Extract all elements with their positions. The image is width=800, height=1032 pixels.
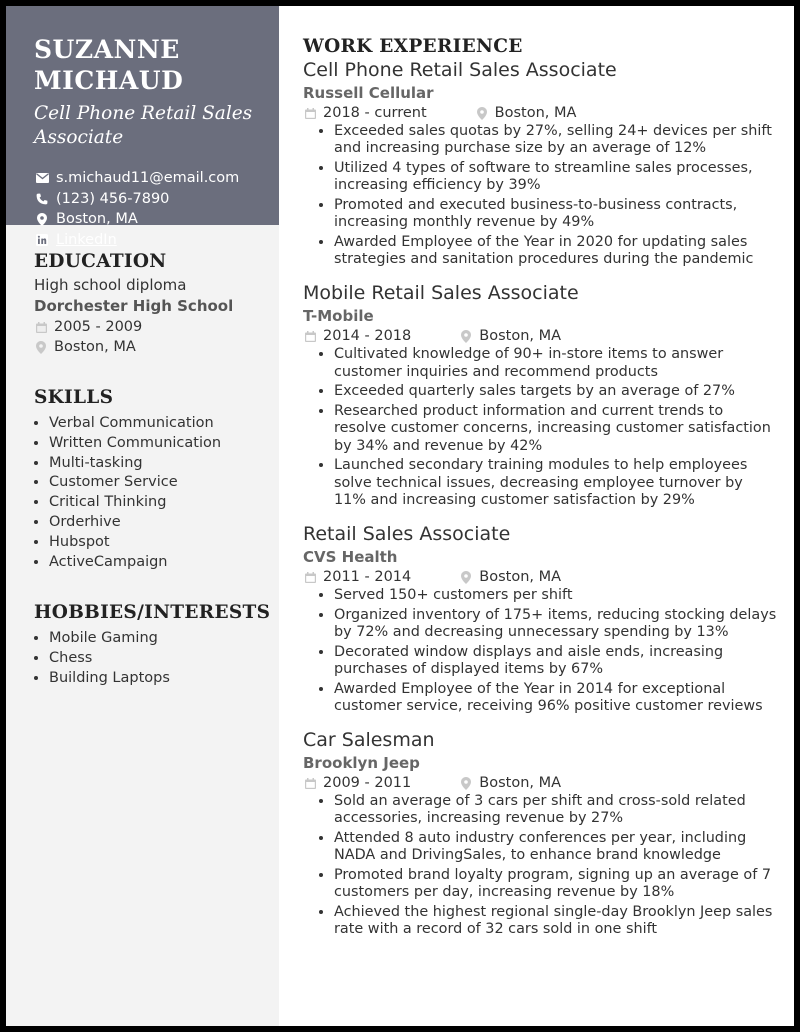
hobby-item: • Building Laptops	[49, 669, 261, 689]
job-meta	[303, 103, 778, 123]
job-role: Car Salesman	[303, 729, 435, 752]
skill-item: • Customer Service	[49, 473, 261, 493]
job-bullets	[303, 346, 778, 509]
job-bullet: • Attended 8 auto industry conferences per year, including NADA and DrivingSales, to enhance brand knowledge	[334, 830, 778, 864]
skill-item: • Verbal Communication	[49, 414, 261, 434]
sidebar	[6, 6, 279, 1026]
skill-item: • Critical Thinking	[49, 493, 261, 513]
email-text[interactable]: s.michaud11@email.com	[56, 170, 240, 186]
job-role: Retail Sales Associate	[303, 523, 511, 546]
location-pin-icon	[459, 571, 473, 584]
skills-heading: SKILLS	[34, 387, 114, 408]
calendar-icon	[34, 322, 48, 333]
education-dates: 2005 - 2009	[54, 319, 143, 335]
job-bullet: • Cultivated knowledge of 90+ in-store items to answer customer inquiries and recommend products	[334, 346, 778, 380]
hobbies-section	[34, 602, 271, 688]
job-bullets	[303, 587, 778, 715]
contact-linkedin	[34, 230, 261, 251]
job-location: Boston, MA	[479, 569, 562, 586]
job-bullet: • Organized inventory of 175+ items, reducing stocking delays by 72% and decreasing unnecessary spending by 13%	[334, 607, 778, 641]
job-company: CVS Health	[303, 548, 398, 567]
contact-location	[34, 209, 261, 230]
location-text: Boston, MA	[56, 211, 138, 227]
envelope-icon	[34, 173, 50, 183]
skills-section	[34, 387, 261, 572]
hobbies-heading: HOBBIES/INTERESTS	[34, 602, 271, 624]
job-bullet: • Utilized 4 types of software to streamline sales processes, increasing efficiency by 39%	[334, 160, 778, 194]
education-heading: EDUCATION	[34, 251, 167, 272]
job-entry	[303, 727, 778, 938]
linkedin-link[interactable]: LinkedIn	[56, 231, 117, 248]
job-title: Cell Phone Retail Sales Associate	[34, 103, 253, 148]
education-section	[34, 251, 261, 357]
job-role: Mobile Retail Sales Associate	[303, 282, 579, 305]
job-location-wrap	[475, 103, 577, 123]
calendar-icon	[303, 778, 317, 789]
education-school: Dorchester High School	[34, 297, 234, 315]
job-location-wrap	[459, 326, 561, 346]
job-bullets	[303, 123, 778, 268]
sidebar-body	[6, 251, 279, 689]
job-entry	[303, 57, 778, 268]
location-pin-icon	[459, 777, 473, 790]
hobbies-list	[34, 629, 261, 688]
skill-item: • Hubspot	[49, 533, 261, 553]
job-location: Boston, MA	[479, 775, 562, 792]
job-bullet: • Promoted and executed business-to-business contracts, increasing monthly revenue by 49%	[334, 197, 778, 231]
job-meta	[303, 567, 778, 587]
linkedin-icon	[34, 234, 50, 246]
job-bullet: • Launched secondary training modules to help employees solve technical issues, decreasing employee turnover by 11% and increasing customer satisfaction by 29%	[334, 457, 778, 509]
skills-list	[34, 414, 261, 572]
phone-icon	[34, 193, 50, 205]
job-dates: 2018 - current	[323, 105, 427, 121]
calendar-icon	[303, 572, 317, 583]
job-bullet: • Served 150+ customers per shift	[334, 587, 778, 604]
resume-page	[6, 6, 794, 1026]
job-entry	[303, 280, 778, 509]
job-meta	[303, 773, 778, 793]
name-line-2: MICHAUD	[34, 66, 184, 95]
hobby-item: • Mobile Gaming	[49, 629, 261, 649]
job-meta	[303, 326, 778, 346]
job-company: Russell Cellular	[303, 84, 434, 102]
location-pin-icon	[459, 330, 473, 343]
contact-email	[34, 168, 261, 189]
skill-item: • Multi-tasking	[49, 454, 261, 474]
job-bullet: • Promoted brand loyalty program, signing up an average of 7 customers per day, increasing revenue by 18%	[334, 867, 778, 901]
education-location: Boston, MA	[54, 339, 136, 355]
location-pin-icon	[34, 213, 50, 226]
job-dates: 2009 - 2011	[323, 775, 412, 792]
skill-item: • Orderhive	[49, 513, 261, 533]
job-entry	[303, 521, 778, 715]
phone-text[interactable]: (123) 456-7890	[56, 190, 170, 207]
calendar-icon	[303, 108, 317, 119]
header-block	[6, 6, 279, 248]
skill-item: • Written Communication	[49, 434, 261, 454]
skill-item: • ActiveCampaign	[49, 553, 261, 573]
job-bullet: • Decorated window displays and aisle ends, increasing purchases of displayed items by 67%	[334, 644, 778, 678]
job-dates: 2014 - 2018	[323, 328, 412, 345]
job-role: Cell Phone Retail Sales Associate	[303, 59, 617, 81]
education-degree: High school diploma	[34, 276, 187, 294]
contact-phone	[34, 189, 261, 210]
job-location-wrap	[459, 773, 561, 793]
work-heading: WORK EXPERIENCE	[303, 36, 523, 57]
main-content	[279, 6, 794, 1026]
education-location-row	[34, 337, 261, 357]
contact-info	[34, 168, 261, 250]
job-company: Brooklyn Jeep	[303, 754, 420, 773]
job-location-wrap	[459, 567, 561, 587]
job-bullet: • Exceeded quarterly sales targets by an average of 27%	[334, 383, 778, 400]
job-bullet: • Exceeded sales quotas by 27%, selling 24+ devices per shift and increasing purchase size by an average of 12%	[334, 123, 778, 157]
job-company: T-Mobile	[303, 307, 374, 326]
location-pin-icon	[34, 341, 48, 354]
name-line-1: SUZANNE	[34, 35, 180, 64]
candidate-name	[34, 34, 261, 96]
job-location: Boston, MA	[479, 328, 562, 345]
location-pin-icon	[475, 107, 489, 120]
job-bullets	[303, 793, 778, 938]
job-bullet: • Achieved the highest regional single-day Brooklyn Jeep sales rate with a record of 32 cars sold in one shift	[334, 904, 778, 938]
hobby-item: • Chess	[49, 649, 261, 669]
education-dates-row	[34, 317, 261, 337]
calendar-icon	[303, 331, 317, 342]
job-bullet: • Sold an average of 3 cars per shift and cross-sold related accessories, increasing revenue by 27%	[334, 793, 778, 827]
job-dates: 2011 - 2014	[323, 569, 412, 586]
job-bullet: • Awarded Employee of the Year in 2020 for updating sales strategies and sanitation procedures during the pandemic	[334, 234, 778, 268]
job-bullet: • Awarded Employee of the Year in 2014 for exceptional customer service, receiving 96% positive customer reviews	[334, 681, 778, 715]
job-location: Boston, MA	[494, 105, 577, 121]
job-bullet: • Researched product information and current trends to resolve customer concerns, increasing customer satisfaction by 34% and revenue by 42%	[334, 403, 778, 455]
